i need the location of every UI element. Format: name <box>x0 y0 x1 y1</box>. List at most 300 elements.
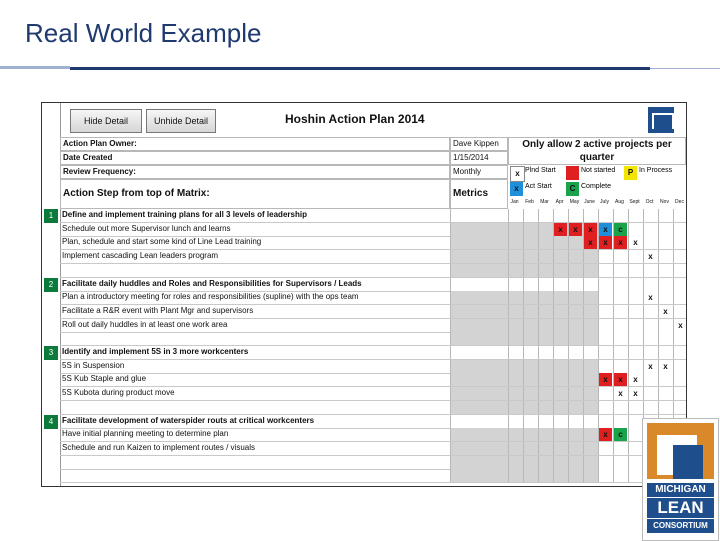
month-cell <box>628 209 644 223</box>
status-mark: x <box>633 389 638 399</box>
table-row <box>48 346 686 360</box>
legend-planned-start-label: Plnd Start <box>525 167 556 174</box>
month-cell <box>583 291 599 305</box>
month-cell <box>508 469 524 483</box>
month-cell <box>553 332 569 346</box>
month-cell <box>658 278 674 292</box>
month-cell <box>643 373 659 387</box>
month-cell <box>598 442 614 456</box>
legend-actual-start-label: Act Start <box>525 183 552 190</box>
month-cell <box>673 401 687 415</box>
status-mark: x <box>569 223 582 237</box>
month-cell <box>538 332 554 346</box>
month-cell <box>523 469 539 483</box>
month-header-apr: Apr <box>555 199 564 205</box>
month-cell <box>538 305 554 319</box>
month-cell <box>613 360 629 374</box>
month-cell <box>673 332 687 346</box>
badge-line2: LEAN <box>647 498 714 518</box>
month-cell <box>508 428 524 442</box>
month-cell <box>523 236 539 250</box>
month-cell <box>583 442 599 456</box>
status-mark: x <box>599 373 612 387</box>
metrics-cell <box>450 264 509 278</box>
month-cell <box>538 346 554 360</box>
metrics-cell <box>450 223 509 237</box>
task-text: Schedule and run Kaizen to implement routes / visuals <box>62 442 255 452</box>
hide-detail-button[interactable]: Hide Detail <box>70 109 142 133</box>
table-row <box>60 236 686 250</box>
month-cell <box>523 387 539 401</box>
month-cell <box>613 264 629 278</box>
month-cell <box>553 291 569 305</box>
month-cell <box>523 305 539 319</box>
month-cell <box>508 209 524 223</box>
unhide-detail-button[interactable]: Unhide Detail <box>146 109 216 133</box>
month-cell <box>658 236 674 250</box>
month-cell <box>523 332 539 346</box>
month-cell <box>568 305 584 319</box>
month-cell <box>613 401 629 415</box>
task-text: Implement cascading Lean leaders program <box>62 251 219 261</box>
month-cell <box>538 469 554 483</box>
month-cell <box>613 291 629 305</box>
table-row <box>60 250 686 264</box>
month-cell <box>673 305 687 319</box>
month-cell <box>553 456 569 470</box>
status-mark: x <box>614 236 627 250</box>
month-cell <box>538 373 554 387</box>
month-cell <box>613 332 629 346</box>
month-cell <box>598 291 614 305</box>
table-row <box>60 387 686 401</box>
month-header-july: July <box>600 199 609 205</box>
badge-emblem <box>647 423 714 479</box>
month-cell <box>508 278 524 292</box>
month-cell <box>583 415 599 429</box>
month-cell <box>538 442 554 456</box>
table-row <box>60 332 686 346</box>
month-cell <box>598 250 614 264</box>
month-cell <box>643 278 659 292</box>
logo-icon <box>648 107 674 133</box>
month-header-dec: Dec <box>675 199 684 205</box>
month-cell <box>583 428 599 442</box>
month-cell <box>568 291 584 305</box>
legend-complete-swatch: C <box>566 182 579 196</box>
table-row <box>60 360 686 374</box>
table-row <box>60 469 686 483</box>
spreadsheet <box>41 102 687 487</box>
metrics-cell <box>450 209 509 223</box>
month-cell <box>673 209 687 223</box>
status-mark: x <box>678 320 683 330</box>
month-header-june: June <box>584 199 595 205</box>
month-cell <box>583 264 599 278</box>
month-cell <box>613 456 629 470</box>
month-cell <box>553 401 569 415</box>
month-cell <box>628 278 644 292</box>
month-cell <box>628 250 644 264</box>
month-cell <box>583 401 599 415</box>
month-cell <box>568 415 584 429</box>
month-cell <box>508 373 524 387</box>
month-cell <box>673 291 687 305</box>
month-cell <box>553 387 569 401</box>
month-cell <box>553 469 569 483</box>
status-mark: x <box>618 389 623 399</box>
month-cell <box>523 319 539 333</box>
month-cell <box>658 223 674 237</box>
status-mark: c <box>614 428 627 442</box>
metrics-cell <box>450 346 509 360</box>
month-cell <box>613 305 629 319</box>
task-text: Schedule out more Supervisor lunch and learns <box>62 223 231 233</box>
month-cell <box>613 278 629 292</box>
month-cell <box>628 360 644 374</box>
task-text: 5S in Suspension <box>62 360 125 370</box>
month-cell <box>643 346 659 360</box>
month-cell <box>598 415 614 429</box>
month-cell <box>538 387 554 401</box>
month-cell <box>553 346 569 360</box>
month-cell <box>583 346 599 360</box>
status-mark: c <box>614 223 627 237</box>
task-text: 5S Kubota during product move <box>62 388 175 398</box>
month-cell <box>673 360 687 374</box>
month-cell <box>553 250 569 264</box>
month-header-sept: Sept <box>629 199 640 205</box>
month-cell <box>598 346 614 360</box>
month-cell <box>628 319 644 333</box>
month-cell <box>553 428 569 442</box>
month-cell <box>643 305 659 319</box>
metrics-cell <box>450 305 509 319</box>
month-cell <box>553 415 569 429</box>
month-cell <box>523 415 539 429</box>
month-cell <box>673 373 687 387</box>
owner-label: Action Plan Owner: <box>60 137 450 151</box>
badge-line3: CONSORTIUM <box>647 519 714 533</box>
task-text: Roll out daily huddles in at least one work area <box>62 319 228 329</box>
month-cell <box>508 360 524 374</box>
table-row <box>60 456 686 470</box>
month-cell <box>553 373 569 387</box>
metrics-cell <box>450 236 509 250</box>
month-cell <box>598 469 614 483</box>
month-cell <box>673 264 687 278</box>
month-cell <box>508 332 524 346</box>
month-header-nov: Nov <box>660 199 669 205</box>
month-cell <box>598 401 614 415</box>
month-cell <box>628 346 644 360</box>
month-cell <box>658 250 674 264</box>
month-header-may: May <box>569 199 580 205</box>
legend-planned-start-mark: x <box>510 166 525 182</box>
month-cell <box>538 291 554 305</box>
metrics-label: Metrics <box>450 179 508 209</box>
month-cell <box>508 305 524 319</box>
status-mark: x <box>663 361 668 371</box>
legend-not-started-swatch <box>566 166 579 180</box>
month-cell <box>583 387 599 401</box>
month-cell <box>568 236 584 250</box>
status-mark: x <box>584 223 597 237</box>
month-cell <box>658 209 674 223</box>
month-cell <box>553 236 569 250</box>
month-cell <box>673 223 687 237</box>
month-cell <box>538 236 554 250</box>
month-cell <box>523 346 539 360</box>
month-cell <box>583 319 599 333</box>
month-cell <box>643 401 659 415</box>
status-mark: x <box>554 223 567 237</box>
month-cell <box>628 264 644 278</box>
legend-actual-start-swatch: x <box>510 182 523 196</box>
month-cell <box>523 428 539 442</box>
month-cell <box>508 236 524 250</box>
sheet-title: Hoshin Action Plan 2014 <box>285 112 425 126</box>
month-cell <box>673 250 687 264</box>
month-cell <box>628 291 644 305</box>
month-cell <box>568 401 584 415</box>
month-cell <box>523 442 539 456</box>
table-row <box>60 223 686 237</box>
month-cell <box>538 250 554 264</box>
metrics-cell <box>450 387 509 401</box>
month-cell <box>598 332 614 346</box>
status-mark: x <box>599 236 612 250</box>
month-cell <box>538 319 554 333</box>
task-text: Have initial planning meeting to determine plan <box>62 429 229 439</box>
month-cell <box>583 250 599 264</box>
month-cell <box>613 250 629 264</box>
month-cell <box>673 346 687 360</box>
metrics-cell <box>450 332 509 346</box>
metrics-cell <box>450 456 509 470</box>
table-row <box>60 305 686 319</box>
month-cell <box>673 236 687 250</box>
month-cell <box>538 428 554 442</box>
month-cell <box>658 346 674 360</box>
month-cell <box>508 442 524 456</box>
metrics-cell <box>450 428 509 442</box>
month-cell <box>523 209 539 223</box>
month-cell <box>538 401 554 415</box>
status-mark: x <box>599 223 612 237</box>
month-cell <box>538 415 554 429</box>
table-row <box>48 415 686 429</box>
metrics-cell <box>450 442 509 456</box>
legend <box>508 165 686 199</box>
owner-value: Dave Kippen <box>450 137 508 151</box>
month-cell <box>658 264 674 278</box>
month-cell <box>538 360 554 374</box>
month-cell <box>553 442 569 456</box>
metrics-cell <box>450 278 509 292</box>
month-cell <box>568 387 584 401</box>
month-cell <box>523 264 539 278</box>
slide-title: Real World Example <box>25 18 262 48</box>
month-cell <box>613 209 629 223</box>
month-cell <box>508 223 524 237</box>
month-cell <box>538 264 554 278</box>
month-cell <box>508 319 524 333</box>
table-row <box>60 442 686 456</box>
month-header-aug: Aug <box>615 199 624 205</box>
month-cell <box>508 415 524 429</box>
month-header-jan: Jan <box>510 199 519 205</box>
month-cell <box>628 401 644 415</box>
month-cell <box>658 373 674 387</box>
month-cell <box>613 442 629 456</box>
month-cell <box>538 278 554 292</box>
row-group-number: 2 <box>44 278 58 292</box>
created-value: 1/15/2014 <box>450 151 508 165</box>
metrics-cell <box>450 373 509 387</box>
month-header-oct: Oct <box>645 199 654 205</box>
metrics-cell <box>450 360 509 374</box>
month-cell <box>583 360 599 374</box>
month-cell <box>568 250 584 264</box>
month-cell <box>568 278 584 292</box>
created-label: Date Created <box>60 151 450 165</box>
month-cell <box>643 209 659 223</box>
month-cell <box>508 264 524 278</box>
month-cell <box>508 387 524 401</box>
month-cell <box>538 209 554 223</box>
month-cell <box>523 373 539 387</box>
month-cell <box>628 223 644 237</box>
month-header-mar: Mar <box>540 199 549 205</box>
month-cell <box>553 209 569 223</box>
table-row <box>60 428 686 442</box>
month-cell <box>523 250 539 264</box>
month-cell <box>628 332 644 346</box>
month-cell <box>568 373 584 387</box>
row-group-number: 3 <box>44 346 58 360</box>
month-cell <box>523 401 539 415</box>
month-cell <box>583 469 599 483</box>
month-cell <box>598 456 614 470</box>
month-cell <box>553 360 569 374</box>
month-cell <box>568 456 584 470</box>
month-cell <box>673 278 687 292</box>
row-group-number: 4 <box>44 415 58 429</box>
month-cell <box>553 278 569 292</box>
month-cell <box>643 236 659 250</box>
month-cell <box>508 401 524 415</box>
legend-not-started-label: Not started <box>581 167 616 174</box>
month-cell <box>553 264 569 278</box>
metrics-cell <box>450 291 509 305</box>
review-label: Review Frequency: <box>60 165 450 179</box>
month-cell <box>568 346 584 360</box>
month-cell <box>568 442 584 456</box>
legend-in-process-label: In Process <box>639 167 673 174</box>
month-cell <box>613 469 629 483</box>
month-cell <box>658 319 674 333</box>
task-text: Define and implement training plans for all 3 levels of leadership <box>62 210 307 219</box>
month-cell <box>568 264 584 278</box>
month-cell <box>583 456 599 470</box>
month-cell <box>523 360 539 374</box>
task-text: Facilitate daily huddles and Roles and Responsibilities for Supervisors / Leads <box>62 278 362 288</box>
month-cell <box>523 456 539 470</box>
month-cell <box>613 319 629 333</box>
month-cell <box>583 209 599 223</box>
month-cell <box>658 332 674 346</box>
month-cell <box>598 264 614 278</box>
month-cell <box>643 332 659 346</box>
month-cell <box>568 360 584 374</box>
status-mark: x <box>633 238 638 248</box>
month-cell <box>598 278 614 292</box>
table-row <box>60 264 686 278</box>
month-cell <box>598 319 614 333</box>
status-mark: x <box>599 428 612 442</box>
status-mark: x <box>648 293 653 303</box>
action-step-label: Action Step from top of Matrix: <box>60 179 450 209</box>
table-row <box>60 373 686 387</box>
month-cell <box>553 319 569 333</box>
michigan-lean-consortium-badge <box>642 418 719 541</box>
metrics-cell <box>450 401 509 415</box>
month-cell <box>568 209 584 223</box>
metrics-cell <box>450 415 509 429</box>
month-header-feb: Feb <box>525 199 534 205</box>
month-cell <box>583 373 599 387</box>
metrics-cell <box>450 319 509 333</box>
month-cell <box>523 291 539 305</box>
month-cell <box>523 278 539 292</box>
month-cell <box>673 387 687 401</box>
task-rows <box>42 209 686 486</box>
month-cell <box>613 346 629 360</box>
review-value: Monthly <box>450 165 508 179</box>
month-cell <box>598 305 614 319</box>
task-text: Identify and implement 5S in 3 more workcenters <box>62 347 249 356</box>
month-cell <box>583 278 599 292</box>
month-cell <box>568 428 584 442</box>
month-cell <box>553 305 569 319</box>
table-row <box>60 291 686 305</box>
month-cell <box>598 360 614 374</box>
month-cell <box>643 387 659 401</box>
month-cell <box>643 264 659 278</box>
title-rule <box>0 66 720 71</box>
status-mark: x <box>648 252 653 262</box>
month-cell <box>568 332 584 346</box>
month-cell <box>538 456 554 470</box>
month-cell <box>658 401 674 415</box>
month-cell <box>508 250 524 264</box>
month-cell <box>658 291 674 305</box>
month-cell <box>583 305 599 319</box>
month-cell <box>508 456 524 470</box>
month-cell <box>658 387 674 401</box>
month-cell <box>538 223 554 237</box>
month-cell <box>508 291 524 305</box>
month-cell <box>508 346 524 360</box>
month-cell <box>613 415 629 429</box>
metrics-cell <box>450 469 509 483</box>
badge-line1: MICHIGAN <box>647 483 714 497</box>
month-cell <box>628 305 644 319</box>
month-cell <box>568 469 584 483</box>
month-cell <box>523 223 539 237</box>
table-row <box>60 319 686 333</box>
